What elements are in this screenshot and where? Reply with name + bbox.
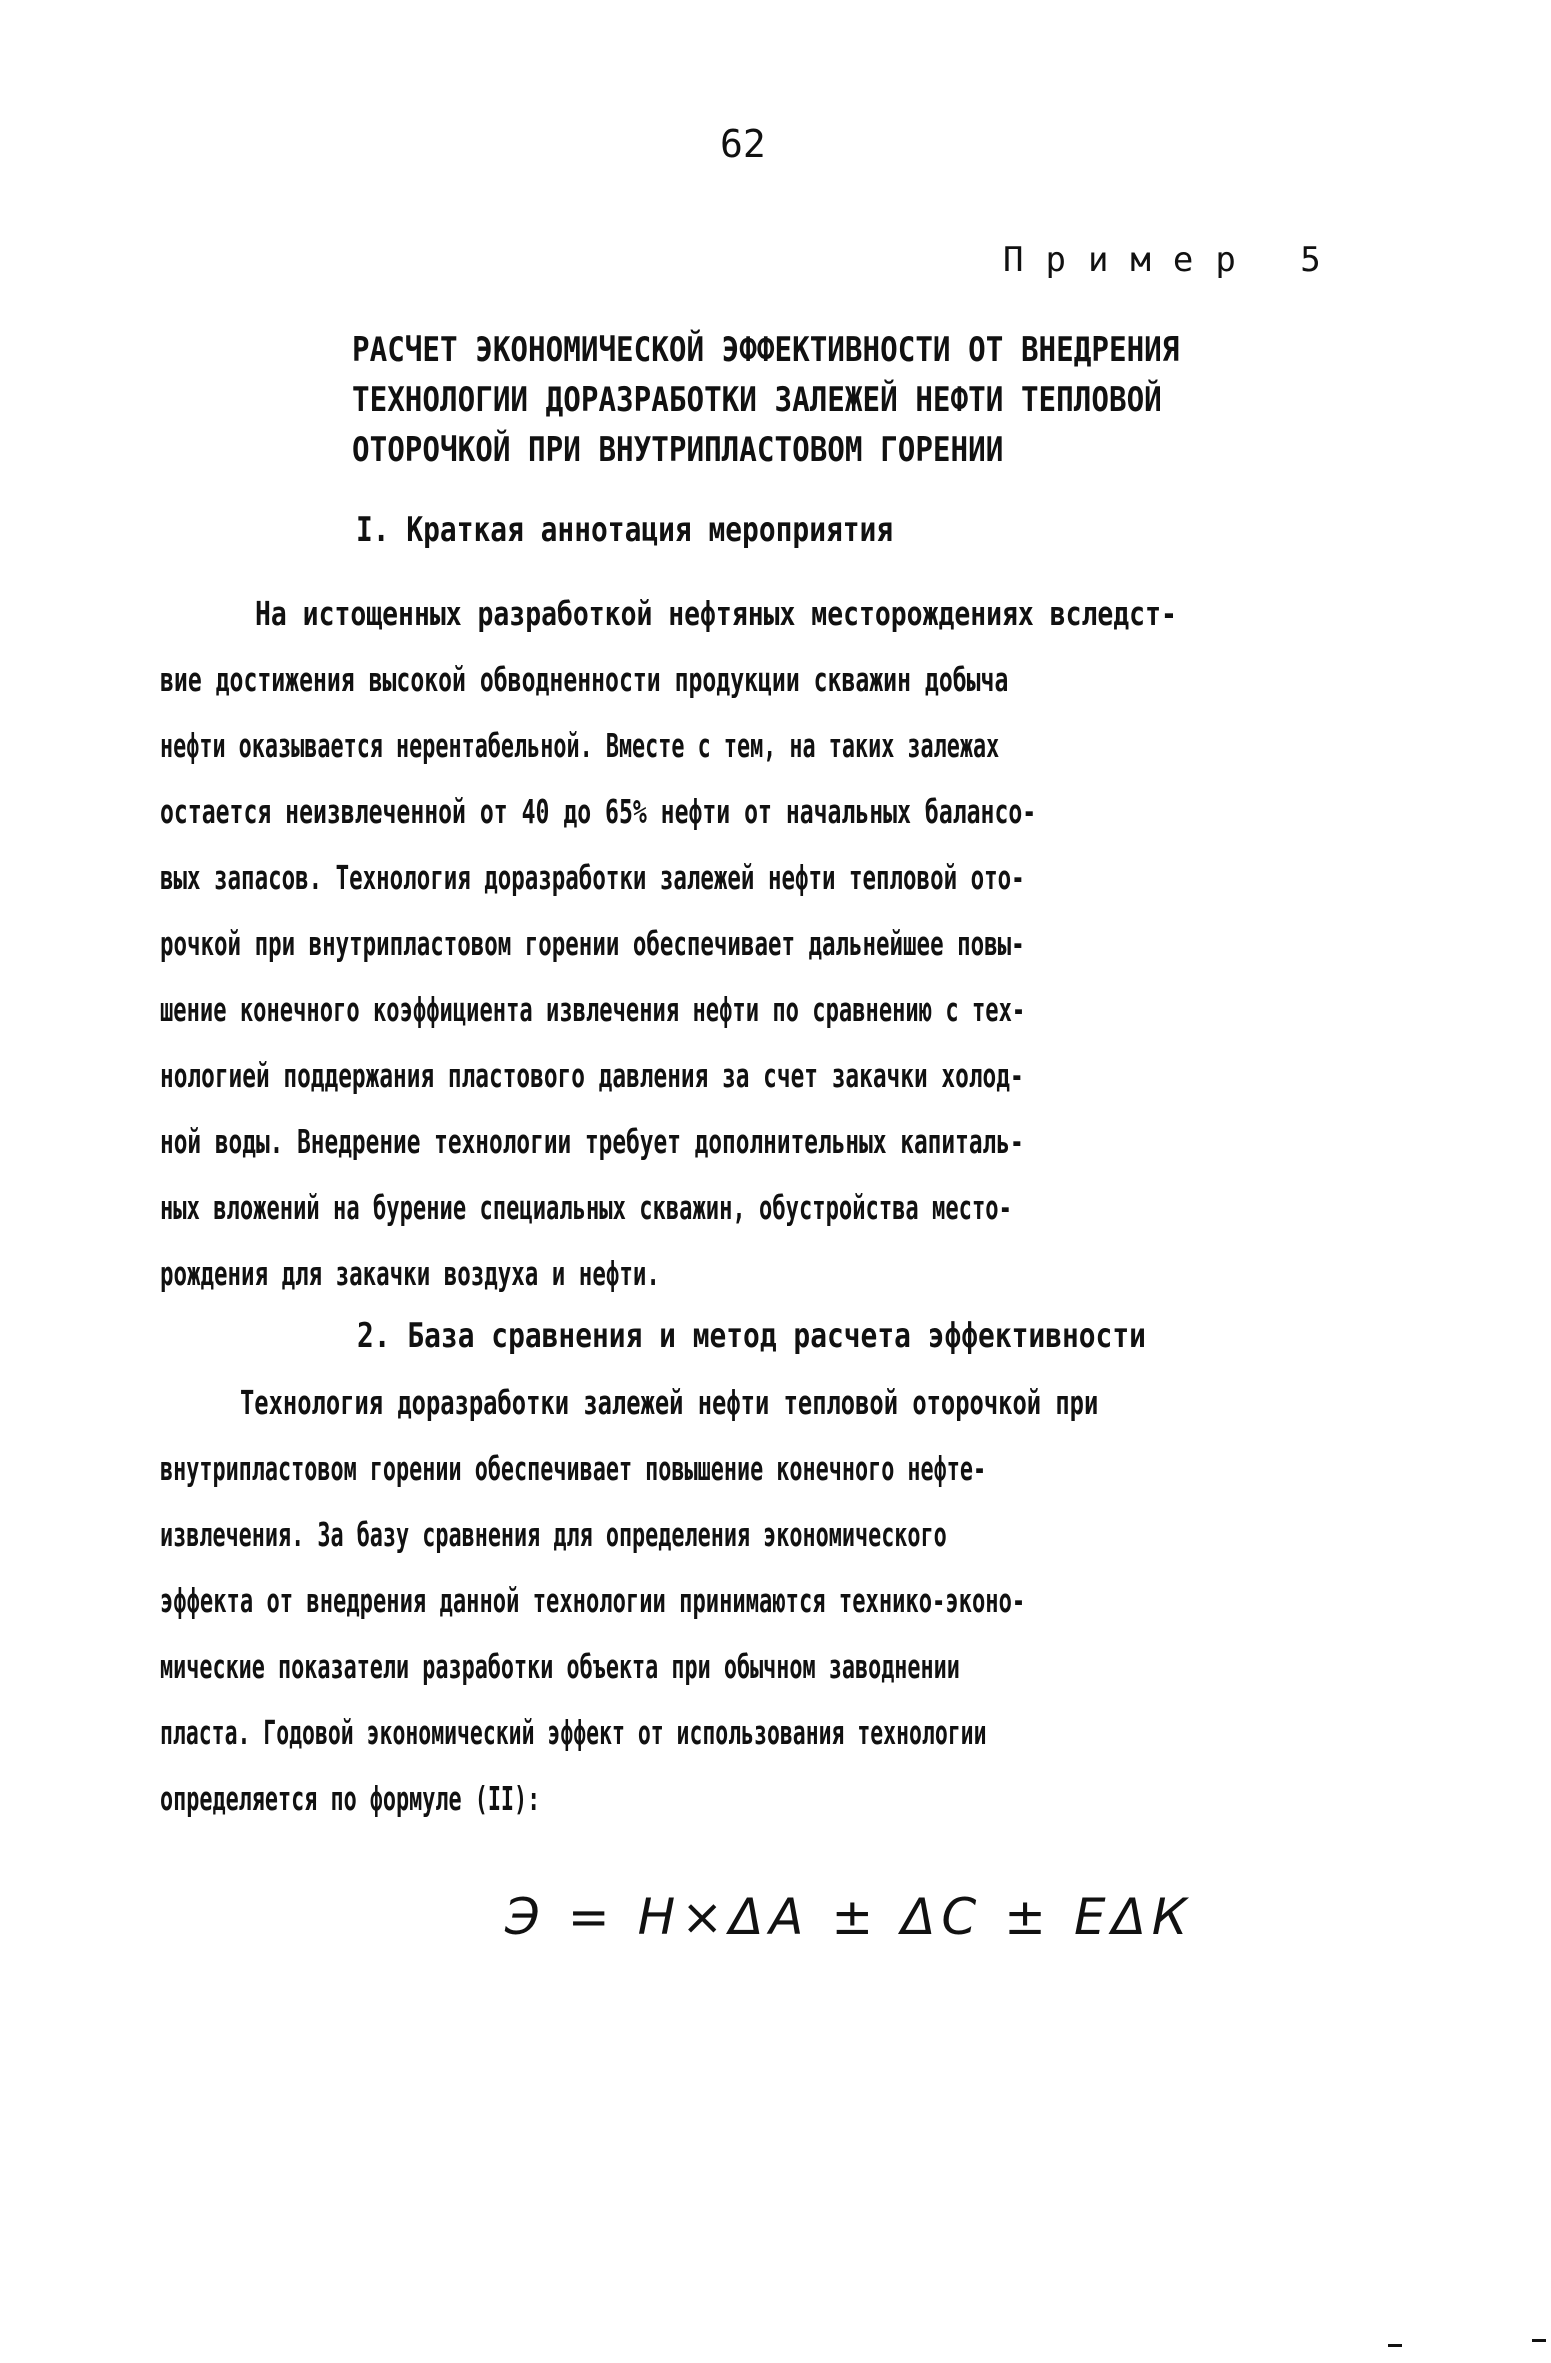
- scan-mark: [1388, 2344, 1402, 2347]
- text-line: извлечения. За базу сравнения для определения экономического: [160, 1515, 947, 1554]
- text-line: внутрипластовом горении обеспечивает повышение конечного нефте-: [160, 1449, 987, 1488]
- text-line: Технология доразработки залежей нефти тепловой оторочкой при: [240, 1383, 1099, 1422]
- text-line: остается неизвлеченной от 40 до 65% нефти от начальных балансо-: [160, 792, 1037, 831]
- text-line: определяется по формуле (II):: [160, 1779, 541, 1818]
- text-line: На истощенных разработкой нефтяных месторождениях вследст-: [255, 594, 1177, 633]
- section-heading-2: 2. База сравнения и метод расчета эффективности: [357, 1316, 1146, 1356]
- text-line: вие достижения высокой обводненности продукции скважин добыча: [160, 660, 1009, 699]
- text-line: ных вложений на бурение специальных скважин, обустройства место-: [160, 1188, 1012, 1227]
- text-line: пласта. Годовой экономический эффект от использования технологии: [160, 1713, 987, 1752]
- text-line: вых запасов. Технология доразработки залежей нефти тепловой ото-: [160, 858, 1025, 897]
- text-line: шение конечного коэффициента извлечения нефти по сравнению с тех-: [160, 990, 1026, 1029]
- text-line: ной воды. Внедрение технологии требует дополнительных капиталь-: [160, 1122, 1024, 1161]
- page-number: 62: [720, 122, 766, 166]
- title-line: ТЕХНОЛОГИИ ДОРАЗРАБОТКИ ЗАЛЕЖЕЙ НЕФТИ ТЕПЛОВОЙ: [352, 380, 1162, 420]
- scan-mark: [1532, 2339, 1546, 2342]
- text-line: рочкой при внутрипластовом горении обеспечивает дальнейшее повы-: [160, 924, 1025, 963]
- example-label: Пример 5: [1003, 240, 1343, 280]
- text-line: нефти оказывается нерентабельной. Вместе с тем, на таких залежах: [160, 726, 1000, 765]
- document-title: [352, 325, 1178, 475]
- text-line: мические показатели разработки объекта при обычном заводнении: [160, 1647, 960, 1686]
- section-heading-1: I. Краткая аннотация мероприятия: [356, 510, 894, 550]
- formula: Э = Н×ΔА ± ΔС ± ЕΔК: [505, 1888, 1194, 1946]
- text-line: эффекта от внедрения данной технологии принимаются технико-эконо-: [160, 1581, 1026, 1620]
- text-line: рождения для закачки воздуха и нефти.: [160, 1254, 660, 1293]
- title-line: РАСЧЕТ ЭКОНОМИЧЕСКОЙ ЭФФЕКТИВНОСТИ ОТ ВНЕДРЕНИЯ: [352, 330, 1180, 370]
- text-line: нологией поддержания пластового давления за счет закачки холод-: [160, 1056, 1024, 1095]
- title-line: ОТОРОЧКОЙ ПРИ ВНУТРИПЛАСТОВОМ ГОРЕНИИ: [352, 430, 1004, 470]
